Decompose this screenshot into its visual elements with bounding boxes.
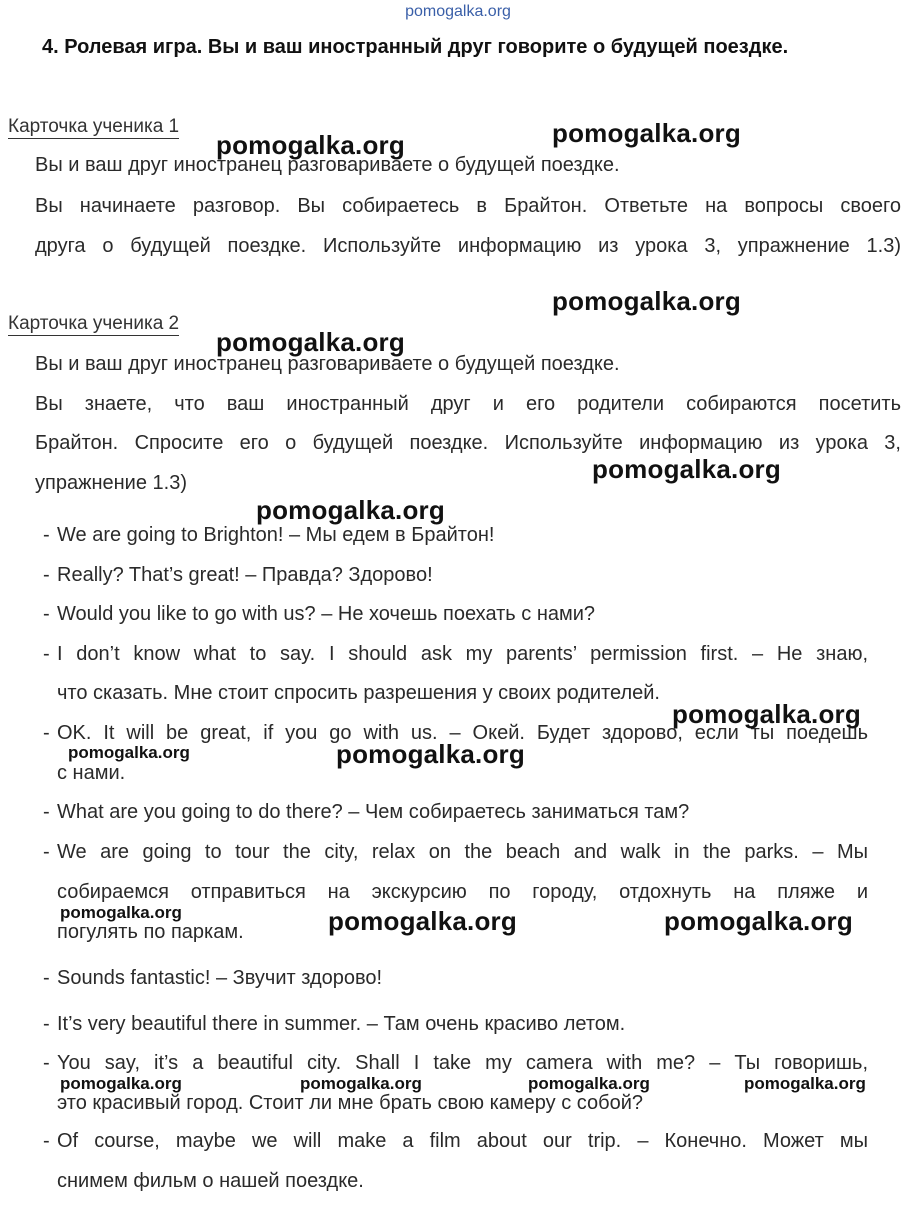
dialogue-line-2: [43, 563, 433, 587]
card1-label: Карточка ученика 1: [8, 116, 180, 137]
dialogue-dash: -: [43, 1130, 50, 1152]
dialogue-text: We are going to tour the city, relax on the beach and walk in the parks. – Мы: [57, 841, 868, 863]
dialogue-line-6: [43, 800, 689, 824]
dialogue-line-1: [43, 523, 494, 547]
dialogue-dash: -: [43, 1013, 50, 1035]
card2-line-2: Вы знаете, что ваш иностранный друг и его родители собираются посетить: [35, 393, 901, 415]
watermark: pomogalka.org: [552, 286, 741, 316]
task-title: 4. Ролевая игра. Вы и ваш иностранный друг говорите о будущей поездке.: [42, 36, 789, 58]
dialogue-dash: -: [43, 524, 50, 546]
watermark: pomogalka.org: [216, 130, 405, 160]
watermark: pomogalka.org: [744, 1074, 866, 1093]
dialogue-dash: -: [43, 841, 50, 863]
card2-label: Карточка ученика 2: [8, 313, 180, 334]
dialogue-line-3: [43, 602, 595, 626]
dialogue-text: Of course, maybe we will make a film about our trip. – Конечно. Может мы: [57, 1130, 868, 1152]
dialogue-line-4-cont: что сказать. Мне стоит спросить разрешения у своих родителей.: [57, 682, 660, 704]
card2-line-4: упражнение 1.3): [35, 472, 187, 494]
card1-line-1: Вы и ваш друг иностранец разговариваете о будущей поездке.: [35, 154, 620, 176]
dialogue-line-8: [43, 966, 382, 990]
dialogue-text: What are you going to do there? – Чем собираетесь заниматься там?: [57, 801, 690, 823]
watermark: pomogalka.org: [528, 1074, 650, 1093]
dialogue-dash: -: [43, 564, 50, 586]
dialogue-line-4: [43, 642, 868, 666]
site-header-link[interactable]: pomogalka.org: [405, 3, 511, 20]
watermark: pomogalka.org: [552, 118, 741, 148]
watermark: pomogalka.org: [60, 903, 182, 922]
watermark: pomogalka.org: [328, 906, 517, 936]
dialogue-text: Sounds fantastic! – Звучит здорово!: [57, 967, 383, 989]
card1-line-3: друга о будущей поездке. Используйте информацию из урока 3, упражнение 1.3): [35, 235, 901, 257]
watermark: pomogalka.org: [300, 1074, 422, 1093]
card2-line-1: Вы и ваш друг иностранец разговариваете о будущей поездке.: [35, 353, 620, 375]
dialogue-text: Would you like to go with us? – Не хочешь поехать с нами?: [57, 603, 596, 625]
watermark: pomogalka.org: [256, 495, 445, 525]
dialogue-text: OK. It will be great, if you go with us. – Окей. Будет здорово, если ты поедешь: [57, 722, 868, 744]
watermark: pomogalka.org: [664, 906, 853, 936]
watermark: pomogalka.org: [672, 699, 861, 729]
dialogue-text: We are going to Brighton! – Мы едем в Брайтон!: [57, 524, 495, 546]
watermark: pomogalka.org: [68, 743, 190, 762]
watermark: pomogalka.org: [592, 454, 781, 484]
dialogue-line-11-cont: снимем фильм о нашей поездке.: [57, 1170, 364, 1192]
dialogue-text: I don’t know what to say. I should ask my parents’ permission first. – Не знаю,: [57, 643, 868, 665]
dialogue-line-9: [43, 1012, 625, 1036]
dialogue-dash: -: [43, 722, 50, 744]
watermark: pomogalka.org: [216, 327, 405, 357]
dialogue-dash: -: [43, 967, 50, 989]
dialogue-line-7: [43, 840, 868, 864]
dialogue-dash: -: [43, 603, 50, 625]
dialogue-dash: -: [43, 643, 50, 665]
dialogue-dash: -: [43, 801, 50, 823]
dialogue-text: It’s very beautiful there in summer. – Там очень красиво летом.: [57, 1013, 626, 1035]
dialogue-dash: -: [43, 1052, 50, 1074]
watermark: pomogalka.org: [60, 1074, 182, 1093]
card2-line-3: Брайтон. Спросите его о будущей поездке. Используйте информацию из урока 3,: [35, 432, 901, 454]
dialogue-line-10-cont: это красивый город. Стоит ли мне брать свою камеру с собой?: [57, 1092, 644, 1114]
dialogue-line-7-cont-2: погулять по паркам.: [57, 921, 244, 943]
dialogue-text: Really? That’s great! – Правда? Здорово!: [57, 564, 433, 586]
watermark: pomogalka.org: [336, 739, 525, 769]
dialogue-line-10: [43, 1051, 868, 1075]
dialogue-line-7-cont-1: собираемся отправиться на экскурсию по городу, отдохнуть на пляже и: [57, 881, 868, 903]
dialogue-text: You say, it’s a beautiful city. Shall I take my camera with me? – Ты говоришь,: [57, 1052, 868, 1074]
dialogue-line-11: [43, 1129, 868, 1153]
dialogue-line-5-cont: с нами.: [57, 762, 126, 784]
card1-line-2: Вы начинаете разговор. Вы собираетесь в Брайтон. Ответьте на вопросы своего: [35, 195, 901, 217]
